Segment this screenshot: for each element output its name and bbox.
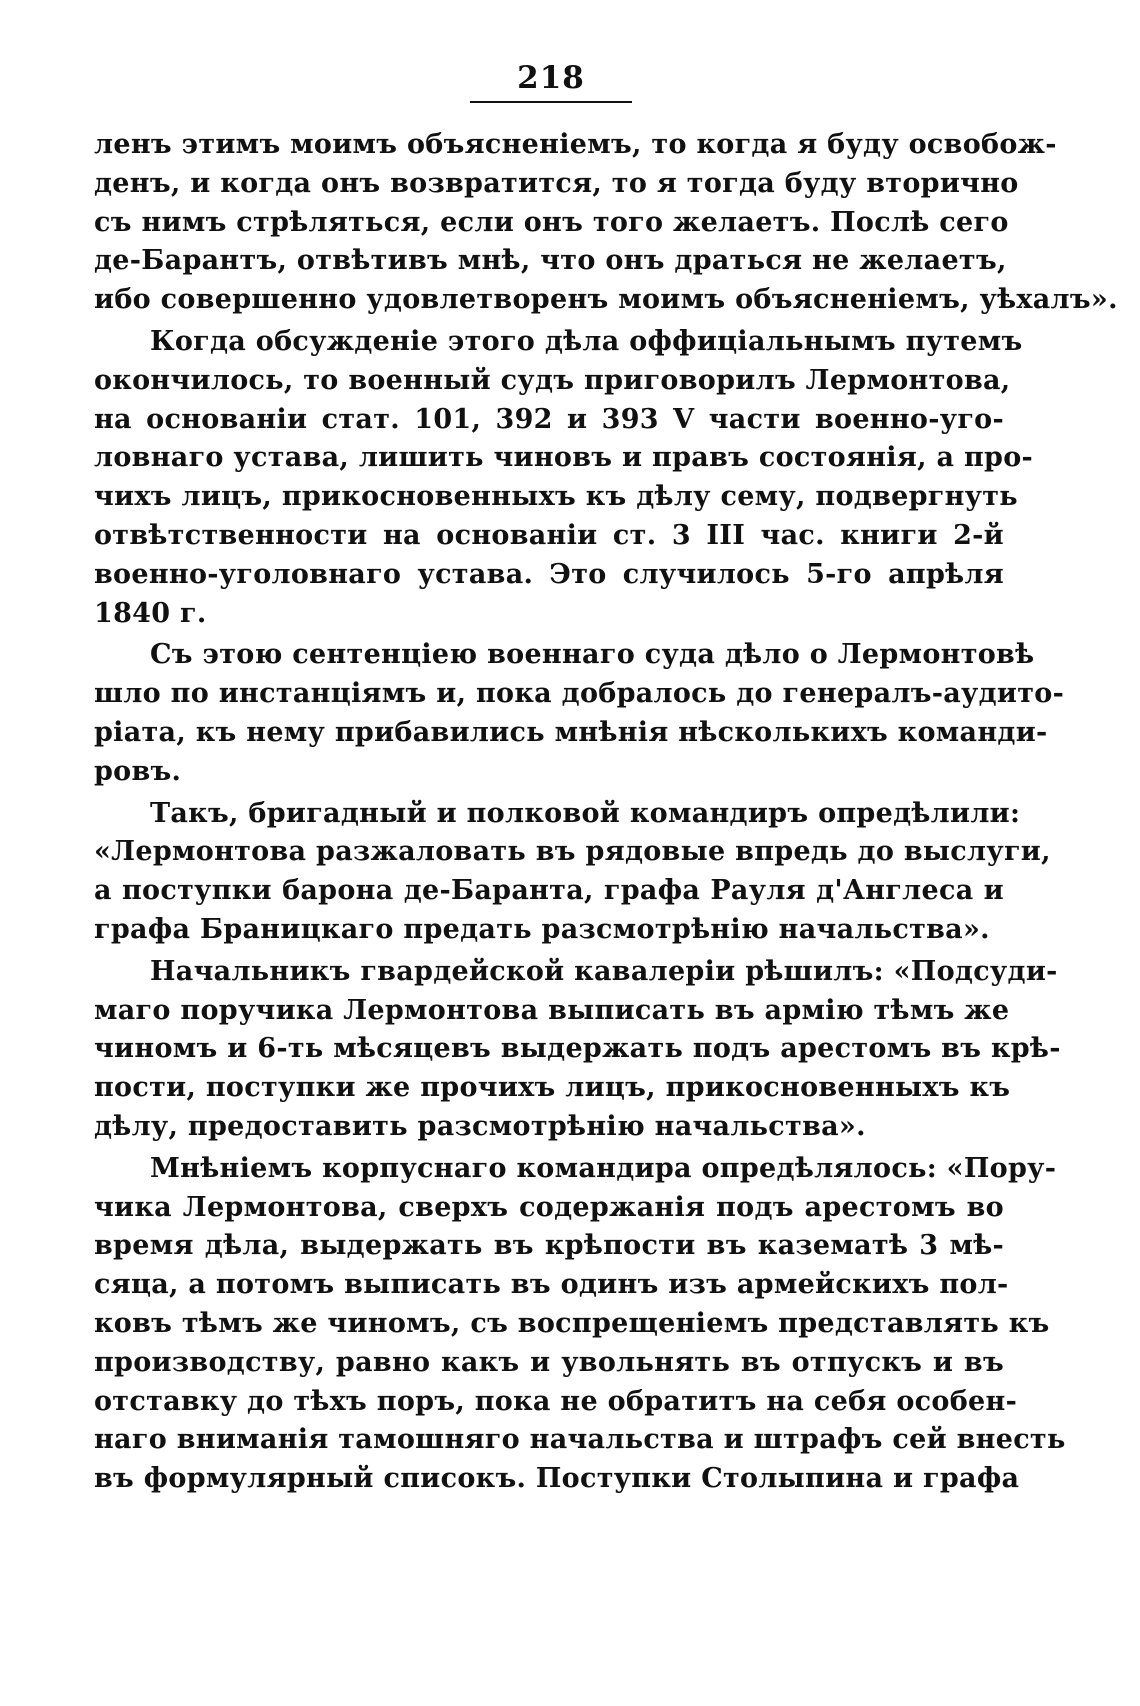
text-line: время дѣла, выдержать въ крѣпости въ казематѣ 3 мѣ- (94, 1230, 1004, 1262)
text-line: Съ этою сентенціею военнаго суда дѣло о Лермонтовѣ (150, 639, 1035, 671)
text-line: отставку до тѣхъ поръ, пока не обратитъ на себя особен- (94, 1385, 1018, 1417)
text-line: ловнаго устава, лишить чиновъ и правъ состоянія, а про- (94, 442, 1034, 474)
text-line: военно-уголовнаго устава. Это случилось 5-го апрѣля (94, 558, 1004, 590)
text-line: Мнѣніемъ корпуснаго командира опредѣлялось: «Пору- (150, 1152, 1057, 1184)
body-text (94, 126, 1118, 1499)
text-line: чиномъ и 6-ть мѣсяцевъ выдержать подъ арестомъ въ крѣ- (94, 1033, 1061, 1065)
text-line: чихъ лицъ, прикосновенныхъ къ дѣлу сему, подвергнуть (94, 481, 1018, 513)
text-line: на основаніи стат. 101, 392 и 393 V части военно-уго- (94, 403, 1004, 435)
text-line: маго поручика Лермонтова выписать въ армію тѣмъ же (94, 994, 1010, 1026)
text-line: ибо совершенно удовлетворенъ моимъ объясненіемъ, уѣхалъ». (94, 284, 1118, 316)
text-line: ріата, къ нему прибавились мнѣнія нѣсколькихъ команди- (94, 716, 1048, 748)
text-line: чика Лермонтова, сверхъ содержанія подъ арестомъ во (94, 1191, 1004, 1223)
text-line: производству, равно какъ и увольнять въ отпускъ и въ (94, 1346, 1004, 1378)
text-line: наго вниманія тамошняго начальства и штрафъ сей внесть (94, 1424, 1066, 1456)
text-line: ковъ тѣмъ же чиномъ, съ воспрещеніемъ представлять къ (94, 1307, 1050, 1339)
text-line: съ нимъ стрѣляться, если онъ того желаетъ. Послѣ сего (94, 206, 1009, 238)
text-line: отвѣтственности на основаніи ст. 3 III час. книги 2-й (94, 519, 1004, 551)
text-line: а поступки барона де-Баранта, графа Рауля д'Англеса и (94, 875, 1004, 907)
text-line: пости, поступки же прочихъ лицъ, прикосновенныхъ къ (94, 1072, 1011, 1104)
page-number: 218 (517, 60, 585, 96)
text-line: Когда обсужденіе этого дѣла оффиціальнымъ путемъ (150, 325, 1023, 357)
text-line: окончилось, то военный судъ приговорилъ Лермонтова, (94, 364, 1011, 396)
text-line: де-Барантъ, отвѣтивъ мнѣ, что онъ драться не желаетъ, (94, 245, 1007, 277)
text-line: ленъ этимъ моимъ объясненіемъ, то когда я буду освобож- (94, 129, 1057, 160)
text-line: Такъ, бригадный и полковой командиръ опредѣлили: (150, 797, 1021, 829)
text-line: графа Браницкаго предать разсмотрѣнію начальства». (94, 913, 990, 945)
text-line: въ формулярный списокъ. Поступки Столыпина и графа (94, 1463, 1020, 1495)
text-line: шло по инстанціямъ и, пока добралось до генералъ-аудито- (94, 678, 1065, 710)
text-line: дѣлу, предоставить разсмотрѣнію начальства». (94, 1110, 866, 1142)
page-number-header (470, 60, 632, 96)
text-line: «Лермонтова разжаловать въ рядовые впредь до выслуги, (94, 836, 1051, 868)
header-rule (470, 101, 632, 103)
text-line: денъ, и когда онъ возвратится, то я тогда буду вторично (94, 167, 1019, 199)
text-line: ровъ. (94, 755, 182, 787)
text-line: Начальникъ гвардейской кавалеріи рѣшилъ: «Подсуди- (150, 955, 1058, 987)
text-line: 1840 г. (94, 597, 207, 629)
text-line: сяца, а потомъ выписать въ одинъ изъ армейскихъ пол- (94, 1269, 1009, 1301)
